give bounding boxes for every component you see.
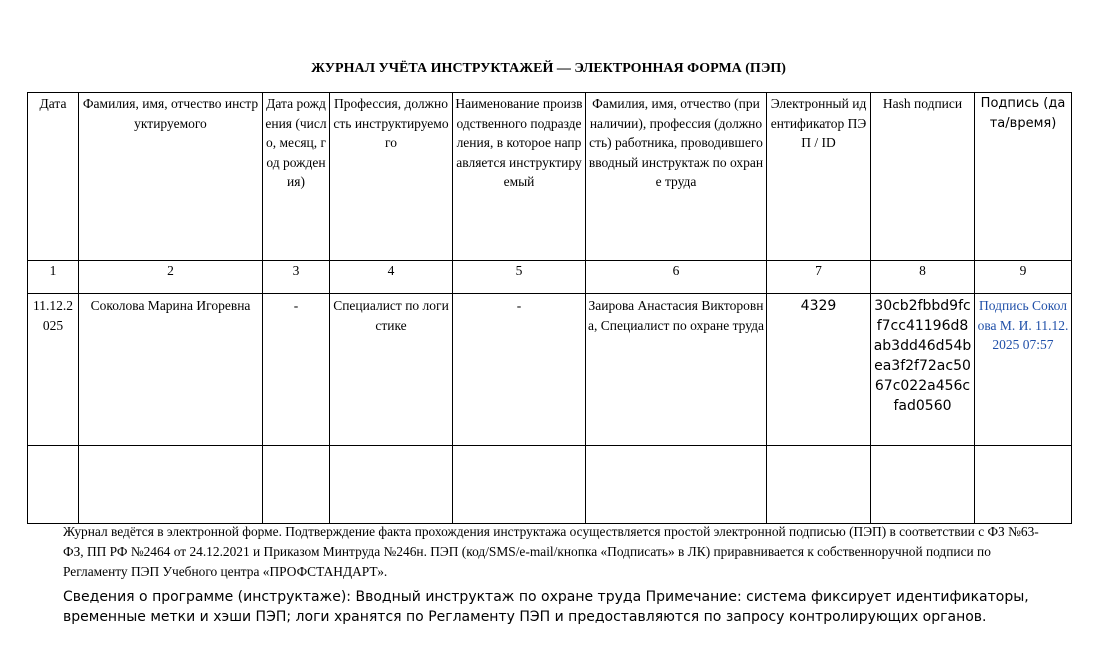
empty-cell xyxy=(586,446,767,524)
cell-hash: 30cb2fbbd9fcf7cc41196d8ab3dd46d54bea3f2f72ac5067c022a456cfad0560 xyxy=(871,294,975,446)
empty-table-row xyxy=(28,446,1072,524)
legal-note: Журнал ведётся в электронной форме. Подтверждение факта прохождения инструктажа осуществляется простой электронной подписью (ПЭП) в соответствии с ФЗ №63-ФЗ, ПП РФ №2464 от 24.12.2021 и Приказом Минтруда №246н. ПЭП (код/SMS/e-mail/кнопка «Подписать» в ЛК) приравнивается к собственноручной подписи по Регламенту ПЭП Учебного центра «ПРОФСТАНДАРТ». xyxy=(63,524,1039,579)
cell-birth-date: - xyxy=(263,294,330,446)
cell-trainee-name: Соколова Марина Игоревна xyxy=(79,294,263,446)
header-signature: Подпись (дата/время) xyxy=(975,93,1072,261)
empty-cell xyxy=(330,446,453,524)
table-header-row xyxy=(28,93,1072,261)
table-row xyxy=(28,294,1072,446)
cell-department: - xyxy=(453,294,586,446)
column-number: 1 xyxy=(28,261,79,294)
cell-pep-id: 4329 xyxy=(767,294,871,446)
header-date: Дата xyxy=(28,93,79,261)
empty-cell xyxy=(263,446,330,524)
page-title: ЖУРНАЛ УЧЁТА ИНСТРУКТАЖЕЙ — ЭЛЕКТРОННАЯ ФОРМА (ПЭП) xyxy=(311,61,786,76)
header-birth-date: Дата рождения (число, месяц, год рождения) xyxy=(263,93,330,261)
instruction-journal-table xyxy=(27,92,1072,524)
column-number: 7 xyxy=(767,261,871,294)
empty-cell xyxy=(453,446,586,524)
header-department: Наименование производственного подразделения, в которое направляется инструктируемый xyxy=(453,93,586,261)
column-number: 6 xyxy=(586,261,767,294)
empty-cell xyxy=(28,446,79,524)
program-info: Сведения о программе (инструктаже): Вводный инструктаж по охране труда Примечание: система фиксирует идентификаторы, временные метки и хэши ПЭП; логи хранятся по Регламенту ПЭП и предоставляются по запросу контролирующих органов. xyxy=(63,589,1029,625)
column-number: 9 xyxy=(975,261,1072,294)
header-instructor: Фамилия, имя, отчество (при наличии), профессия (должность) работника, проводившего вводный инструктаж по охране труда xyxy=(586,93,767,261)
empty-cell xyxy=(871,446,975,524)
column-number: 5 xyxy=(453,261,586,294)
cell-instructor: Заирова Анастасия Викторовна, Специалист по охране труда xyxy=(586,294,767,446)
column-number: 4 xyxy=(330,261,453,294)
empty-cell xyxy=(767,446,871,524)
header-trainee-name: Фамилия, имя, отчество инструктируемого xyxy=(79,93,263,261)
cell-signature: Подпись Соколова М. И. 11.12.2025 07:57 xyxy=(975,294,1072,446)
empty-cell xyxy=(975,446,1072,524)
header-position: Профессия, должность инструктируемого xyxy=(330,93,453,261)
header-hash: Hash подписи xyxy=(871,93,975,261)
header-pep-id: Электронный идентификатор ПЭП / ID xyxy=(767,93,871,261)
column-number: 8 xyxy=(871,261,975,294)
column-number: 3 xyxy=(263,261,330,294)
column-number: 2 xyxy=(79,261,263,294)
cell-position: Специалист по логистике xyxy=(330,294,453,446)
empty-cell xyxy=(79,446,263,524)
cell-date: 11.12.2025 xyxy=(28,294,79,446)
column-numbers-row xyxy=(28,261,1072,294)
